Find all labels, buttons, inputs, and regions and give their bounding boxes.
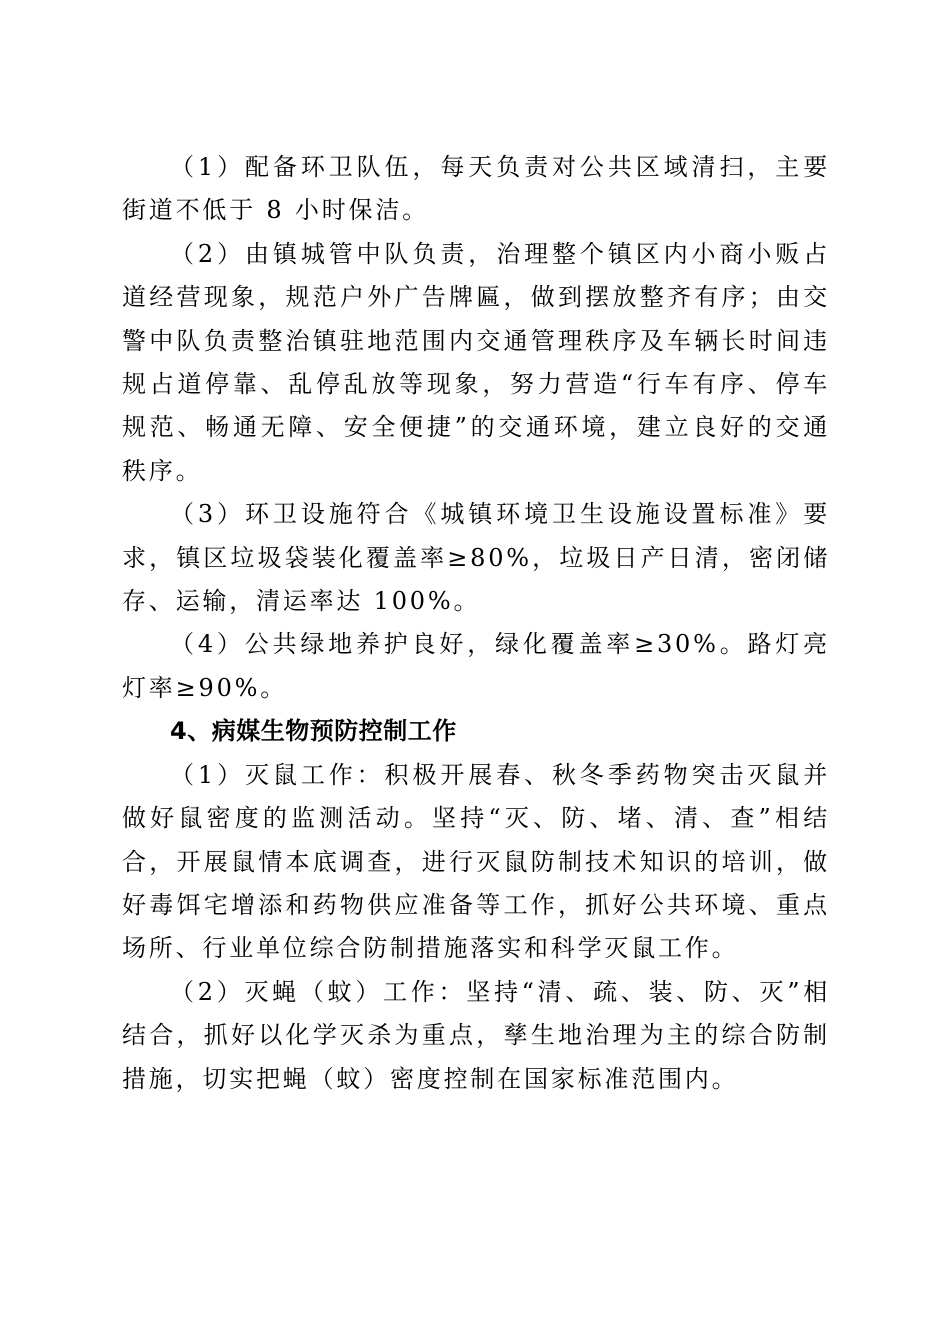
paragraph-sanitation-facilities: （3）环卫设施符合《城镇环境卫生设施设置标准》要求，镇区垃圾袋装化覆盖率≥80%，垃圾日产日清，密闭储存、运输，清运率达 100%。 <box>122 500 830 616</box>
paragraph-urban-management: （2）由镇城管中队负责，治理整个镇区内小商小贩占道经营现象，规范户外广告牌匾，做到摆放整齐有序；由交警中队负责整治镇驻地范围内交通管理秩序及车辆长时间违规占道停靠、乱停乱放等现象，努力营造“行车有序、停车规范、畅通无障、安全便捷”的交通环境，建立良好的交通秩序。 <box>122 239 830 485</box>
document-body <box>122 146 830 1101</box>
section-heading: 4、病媒生物预防控制工作 <box>170 717 457 746</box>
paragraph-fly-mosquito-control: （2）灭蝇（蚊）工作：坚持“清、疏、装、防、灭”相结合，抓好以化学灭杀为重点，孳生地治理为主的综合防制措施，切实把蝇（蚊）密度控制在国家标准范围内。 <box>122 977 830 1093</box>
paragraph-green-space: （4）公共绿地养护良好，绿化覆盖率≥30%。路灯亮灯率≥90%。 <box>122 630 830 702</box>
paragraph-rodent-control: （1）灭鼠工作：积极开展春、秋冬季药物突击灭鼠并做好鼠密度的监测活动。坚持“灭、防、堵、清、查”相结合，开展鼠情本底调查，进行灭鼠防制技术知识的培训，做好毒饵宅增添和药物供应准备等工作，抓好公共环境、重点场所、行业单位综合防制措施落实和科学灭鼠工作。 <box>122 760 830 963</box>
paragraph-sanitation-team: （1）配备环卫队伍，每天负责对公共区域清扫，主要街道不低于 8 小时保洁。 <box>122 153 830 225</box>
